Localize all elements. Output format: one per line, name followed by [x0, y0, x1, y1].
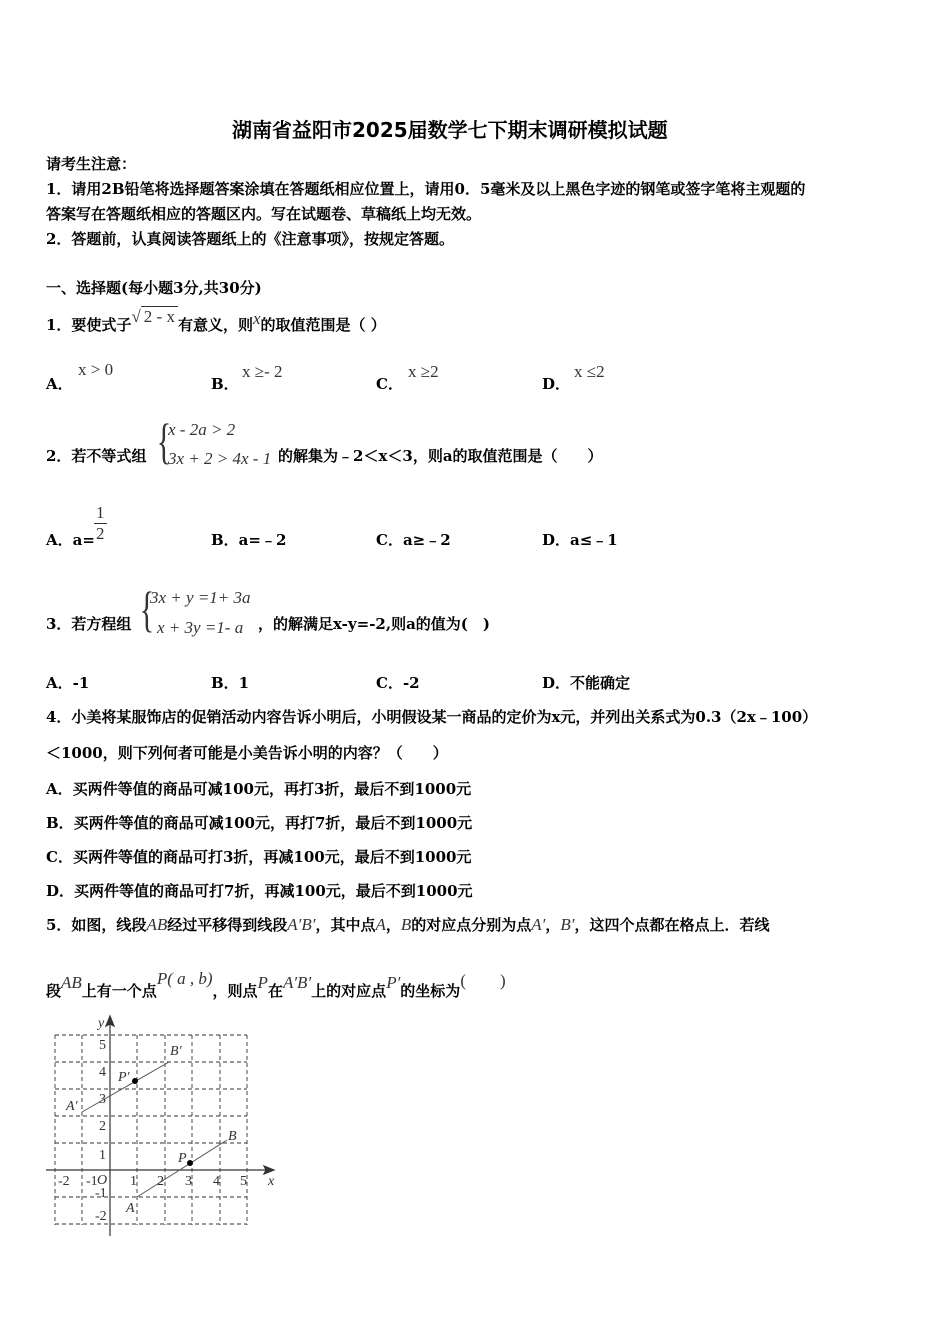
- q1-option-b-label: B．: [211, 375, 239, 393]
- q3-brace: {: [139, 581, 155, 637]
- q4-option-a: A．买两件等值的商品可减100元，再打3折，最后不到1000元: [46, 780, 472, 798]
- q5-bp: B′: [560, 915, 575, 934]
- label-b-prime: B′: [170, 1044, 182, 1059]
- x-tick: 2: [157, 1174, 164, 1189]
- x-axis-label: x: [268, 1174, 275, 1189]
- q5-b: B: [400, 915, 412, 934]
- coordinate-figure: [40, 1010, 290, 1245]
- q2-eq2: 3x + 2 > 4x - 1: [168, 449, 272, 468]
- q5-text: ，: [385, 916, 401, 934]
- q3-option-c: C．-2: [376, 674, 420, 692]
- q2-option-c: C．a≥﹣2: [376, 531, 451, 549]
- grid-lines: [55, 1035, 247, 1225]
- q5-text: ，这四个点都在格点上．若线: [574, 916, 770, 934]
- q5-apbp: A′B′: [287, 915, 316, 934]
- q5-text: 段: [46, 982, 62, 1000]
- q5-pp: P′: [386, 973, 401, 992]
- q2-option-a: A．a=: [46, 531, 95, 549]
- q5-text: 的对应点分别为点: [411, 916, 532, 934]
- q5-text: 上有一个点: [81, 982, 157, 1000]
- q2-prefix: 2．若不等式组: [46, 447, 147, 465]
- q1-radicand: 2 - x: [141, 306, 178, 326]
- notice-item-1: 1．请用2B铅笔将选择题答案涂填在答题纸相应位置上，请用0．5毫米及以上黑色字迹的钢笔或签字笔将主观题的: [46, 180, 806, 198]
- q5-ab: AB: [146, 915, 168, 934]
- point-p-prime: [132, 1078, 138, 1084]
- x-tick: 3: [185, 1174, 192, 1189]
- q1-sqrt: √ 2 - x: [131, 307, 178, 326]
- q5-ab: AB: [61, 973, 82, 992]
- q4-line-1: 4．小美将某服饰店的促销活动内容告诉小明后，小明假设某一商品的定价为x元，并列出关系式为0.3（2x﹣100）: [46, 708, 818, 726]
- q1-option-a-expr: x > 0: [78, 360, 114, 379]
- y-tick: 4: [99, 1065, 106, 1080]
- q5-text: 的坐标为: [400, 982, 461, 1000]
- tick-labels: [58, 1038, 247, 1224]
- q5-text: ，则点: [212, 982, 258, 1000]
- q5-p: P: [257, 973, 268, 992]
- q3-option-d: D．不能确定: [542, 674, 631, 692]
- y-tick: 2: [99, 1119, 106, 1134]
- q3-eq1: 3x + y =1+ 3a: [150, 588, 251, 607]
- label-a-prime: A′: [66, 1099, 78, 1114]
- q1-mid: 有意义，则: [177, 316, 253, 334]
- q3-eq2: x + 3y =1- a: [157, 618, 244, 637]
- q4-option-d: D．买两件等值的商品可打7折，再减100元，最后不到1000元: [46, 882, 473, 900]
- q3-option-a: A．-1: [46, 674, 90, 692]
- q3-suffix: ，的解满足x-y=-2,则a的值为( ): [258, 615, 490, 633]
- x-tick: -2: [58, 1174, 70, 1189]
- label-p: P: [178, 1151, 187, 1166]
- notice-item-1-cont: 答案写在答题纸相应的答题区内。写在试题卷、草稿纸上均无效。: [46, 205, 482, 223]
- q5-a: A: [375, 915, 386, 934]
- q5-text: ，: [545, 916, 561, 934]
- q1-prefix: 1．要使式子: [46, 316, 132, 334]
- q5-text: 上的对应点: [311, 982, 387, 1000]
- q2-fraction-numerator: 1: [96, 503, 105, 522]
- q5-answer-paren: ( ): [460, 971, 506, 990]
- q5-text: 5．如图，线段: [46, 916, 147, 934]
- notice-item-2: 2．答题前，认真阅读答题纸上的《注意事项》，按规定答题。: [46, 230, 454, 248]
- q2-suffix: 的解集为﹣2＜x＜3，则a的取值范围是（ ）: [278, 447, 603, 465]
- y-tick: -2: [95, 1209, 107, 1224]
- page-title: 湖南省益阳市2025届数学七下期末调研模拟试题: [232, 118, 668, 142]
- q2-option-d: D．a≤﹣1: [542, 531, 618, 549]
- q2-option-b: B．a=﹣2: [211, 531, 287, 549]
- q5-text: ，其中点: [315, 916, 376, 934]
- q1-option-d-label: D．: [542, 375, 571, 393]
- q5-ap: A′: [531, 915, 546, 934]
- q4-option-c: C．买两件等值的商品可打3折，再减100元，最后不到1000元: [46, 848, 472, 866]
- q4-option-b: B．买两件等值的商品可减100元，再打7折，最后不到1000元: [46, 814, 473, 832]
- q3-prefix: 3．若方程组: [46, 615, 132, 633]
- q5-line-1: [46, 914, 770, 935]
- q5-text: 经过平移得到线段: [167, 916, 288, 934]
- q1-option-b-expr: x ≥- 2: [242, 362, 283, 381]
- q1-option-c-label: C．: [376, 375, 403, 393]
- x-tick: 4: [213, 1174, 220, 1189]
- q5-line-2: [46, 969, 506, 1001]
- x-axis-arrow-icon: [264, 1166, 274, 1174]
- q2-fraction-denominator: 2: [96, 524, 105, 543]
- q3-option-b: B．1: [211, 674, 250, 692]
- y-tick: 3: [99, 1092, 106, 1107]
- q2-eq1: x - 2a > 2: [168, 420, 236, 439]
- point-p: [187, 1160, 193, 1166]
- q5-apbp: A′B′: [282, 973, 312, 992]
- q1-option-c-expr: x ≥2: [408, 362, 439, 381]
- x-tick: -1: [86, 1174, 98, 1189]
- q1-option-d-expr: x ≤2: [574, 362, 605, 381]
- label-p-prime: P′: [118, 1070, 130, 1085]
- x-tick: 1: [130, 1174, 137, 1189]
- y-tick: 5: [99, 1038, 106, 1053]
- q1-option-a-label: A．: [46, 375, 73, 393]
- q5-text: 在: [267, 982, 283, 1000]
- label-a: A: [126, 1201, 135, 1216]
- x-tick: 5: [240, 1174, 247, 1189]
- q4-line-2: ＜1000，则下列何者可能是小美告诉小明的内容？（ ）: [46, 744, 448, 762]
- y-tick: 1: [99, 1148, 106, 1163]
- notice-heading: 请考生注意：: [46, 155, 137, 173]
- q1-var: x: [252, 309, 261, 328]
- y-axis-label: y: [98, 1016, 105, 1031]
- y-tick: -1: [95, 1186, 107, 1201]
- axes: [46, 1016, 274, 1236]
- label-b: B: [228, 1129, 237, 1144]
- origin-label: O: [97, 1173, 108, 1188]
- section-heading: 一、选择题(每小题3分,共30分): [46, 279, 262, 297]
- q2-brace: {: [156, 413, 172, 469]
- q1-suffix: 的取值范围是（ ）: [260, 316, 386, 334]
- q2-option-a-fraction: [94, 503, 107, 544]
- y-axis-arrow-icon: [106, 1016, 114, 1026]
- question-1: [46, 307, 386, 335]
- q5-point-p: P( a , b): [156, 969, 213, 988]
